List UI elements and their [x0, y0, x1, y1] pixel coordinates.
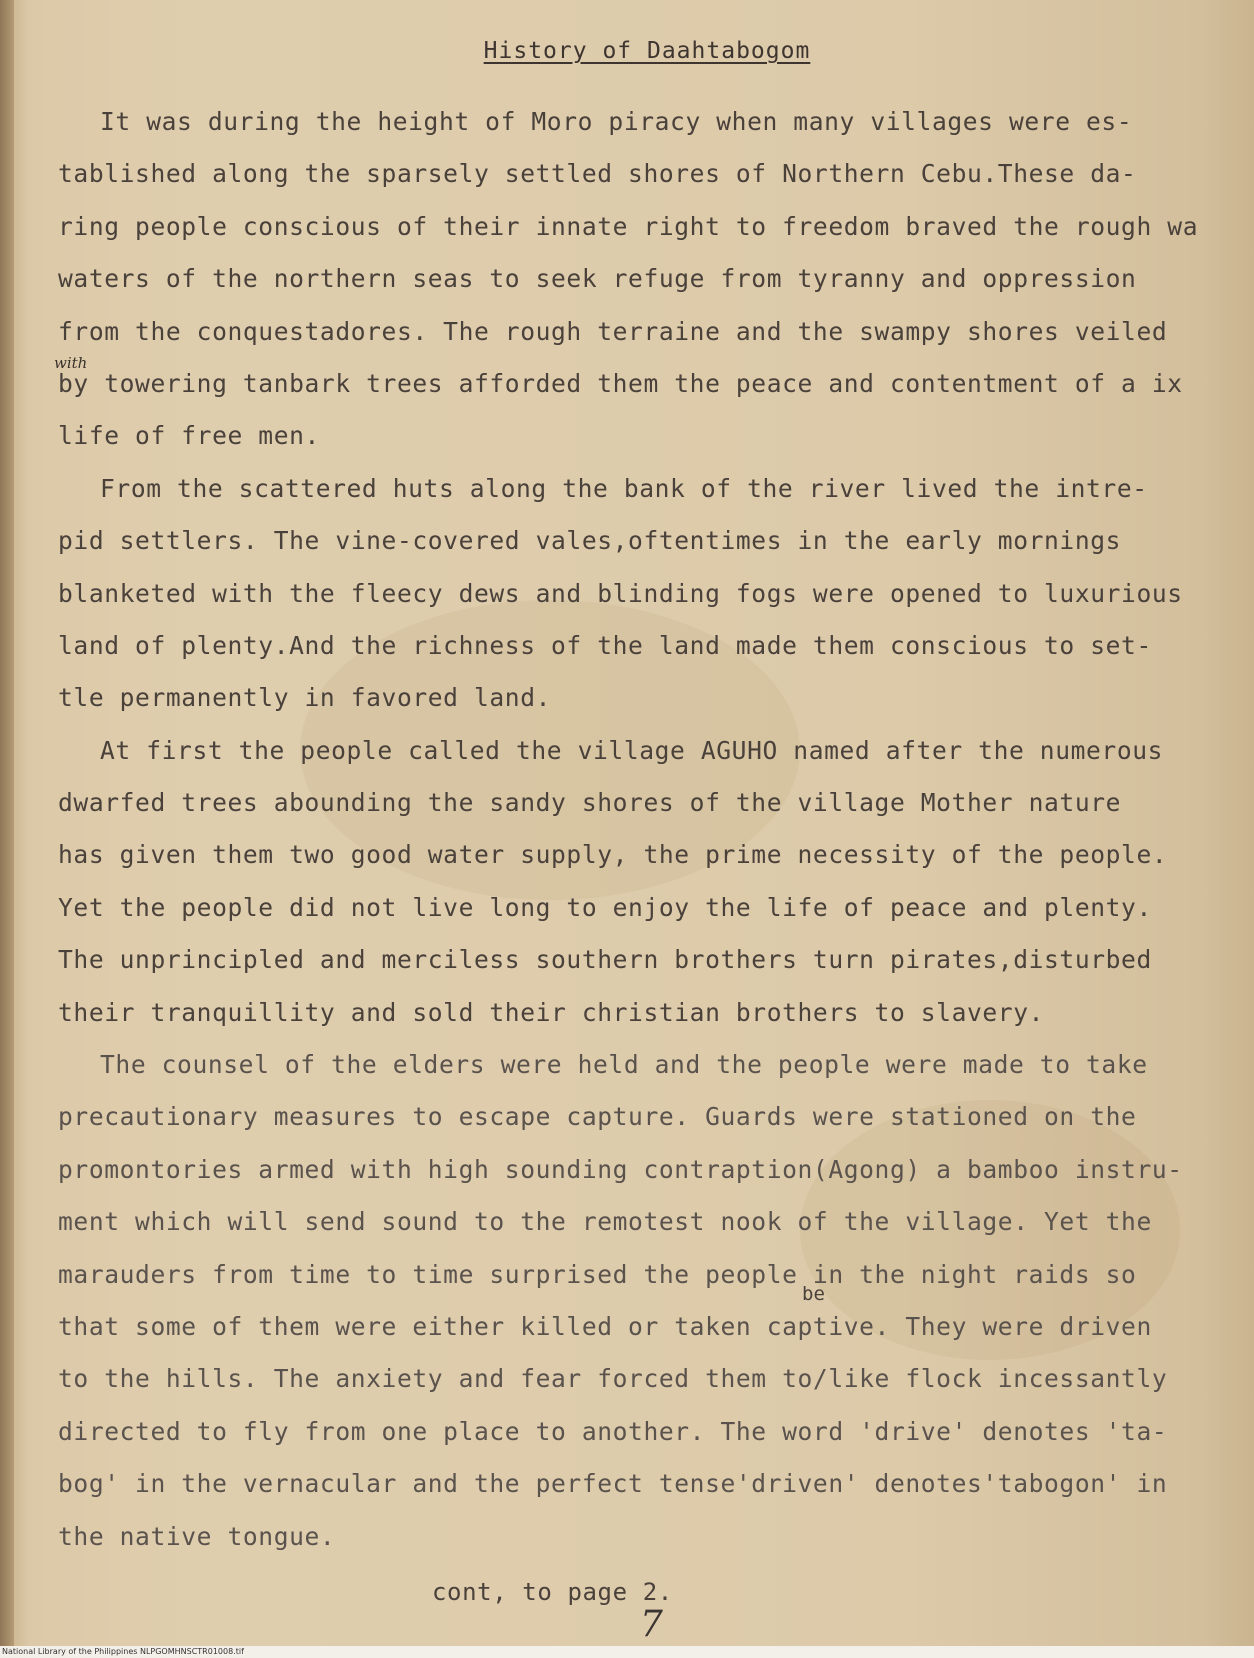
text-line: bog' in the vernacular and the perfect tense'driven' denotes'tabogon' in [58, 1469, 1168, 1499]
text-line: that some of them were either killed or taken captive. They were driven [58, 1311, 1152, 1341]
interlinear-annotation: be [802, 1283, 825, 1305]
text-line: Yet the people did not live long to enjoy the life of peace and plenty. [58, 892, 1152, 922]
text-line: by towering tanbark trees afforded them the peace and contentment of a ix [58, 368, 1183, 398]
text-line: land of plenty.And the richness of the land made them conscious to set- [58, 630, 1152, 660]
text-line: has given them two good water supply, the prime necessity of the people. [58, 840, 1168, 870]
text-line: their tranquillity and sold their christian brothers to slavery. [58, 997, 1045, 1027]
document-title-text: History of Daahtabogom [483, 38, 811, 64]
text-line: blanketed with the fleecy dews and blinding fogs were opened to luxurious [58, 578, 1183, 608]
text-line: from the conquestadores. The rough terraine and the swampy shores veiled [58, 316, 1168, 346]
document-title [0, 38, 1254, 64]
text-line: tablished along the sparsely settled shores of Northern Cebu.These da- [58, 159, 1137, 189]
text-line: From the scattered huts along the bank of the river lived the intre- [100, 473, 1148, 503]
scan-footer: National Library of the Philippines NLPGOMHNSCTR01008.tif [0, 1646, 1254, 1658]
text-line: dwarfed trees abounding the sandy shores of the village Mother nature [58, 788, 1122, 818]
text-line: The unprincipled and merciless southern brothers turn pirates,disturbed [58, 945, 1152, 975]
text-line: At first the people called the village AGUHO named after the numerous [100, 735, 1164, 765]
text-line: ment which will send sound to the remotest nook of the village. Yet the [58, 1207, 1152, 1237]
text-line: directed to fly from one place to another. The word 'drive' denotes 'ta- [58, 1416, 1168, 1446]
handwritten-annotation: with [54, 354, 88, 372]
text-line: the native tongue. [58, 1521, 336, 1551]
text-line: tle permanently in favored land. [58, 683, 552, 713]
text-line: It was during the height of Moro piracy when many villages were es- [100, 107, 1133, 136]
text-line: waters of the northern seas to seek refuge from tyranny and oppression [58, 264, 1137, 294]
text-line: life of free men. [58, 421, 320, 451]
page-number: 7 [640, 1604, 663, 1645]
continuation-note: cont, to page 2. [432, 1578, 673, 1606]
text-line: The counsel of the elders were held and the people were made to take [100, 1050, 1148, 1080]
text-line: promontories armed with high sounding contraption(Agong) a bamboo instru- [58, 1154, 1183, 1184]
text-line: pid settlers. The vine-covered vales,oftentimes in the early mornings [58, 526, 1122, 556]
text-line: marauders from time to time surprised the people in the night raids so [58, 1259, 1137, 1289]
text-line: precautionary measures to escape capture. Guards were stationed on the [58, 1102, 1137, 1132]
text-line: ring people conscious of their innate right to freedom braved the rough wa [58, 211, 1199, 241]
page-binding-edge [0, 0, 14, 1658]
document-body [58, 96, 1218, 1563]
text-line: to the hills. The anxiety and fear forced them to/like flock incessantly [58, 1364, 1168, 1394]
